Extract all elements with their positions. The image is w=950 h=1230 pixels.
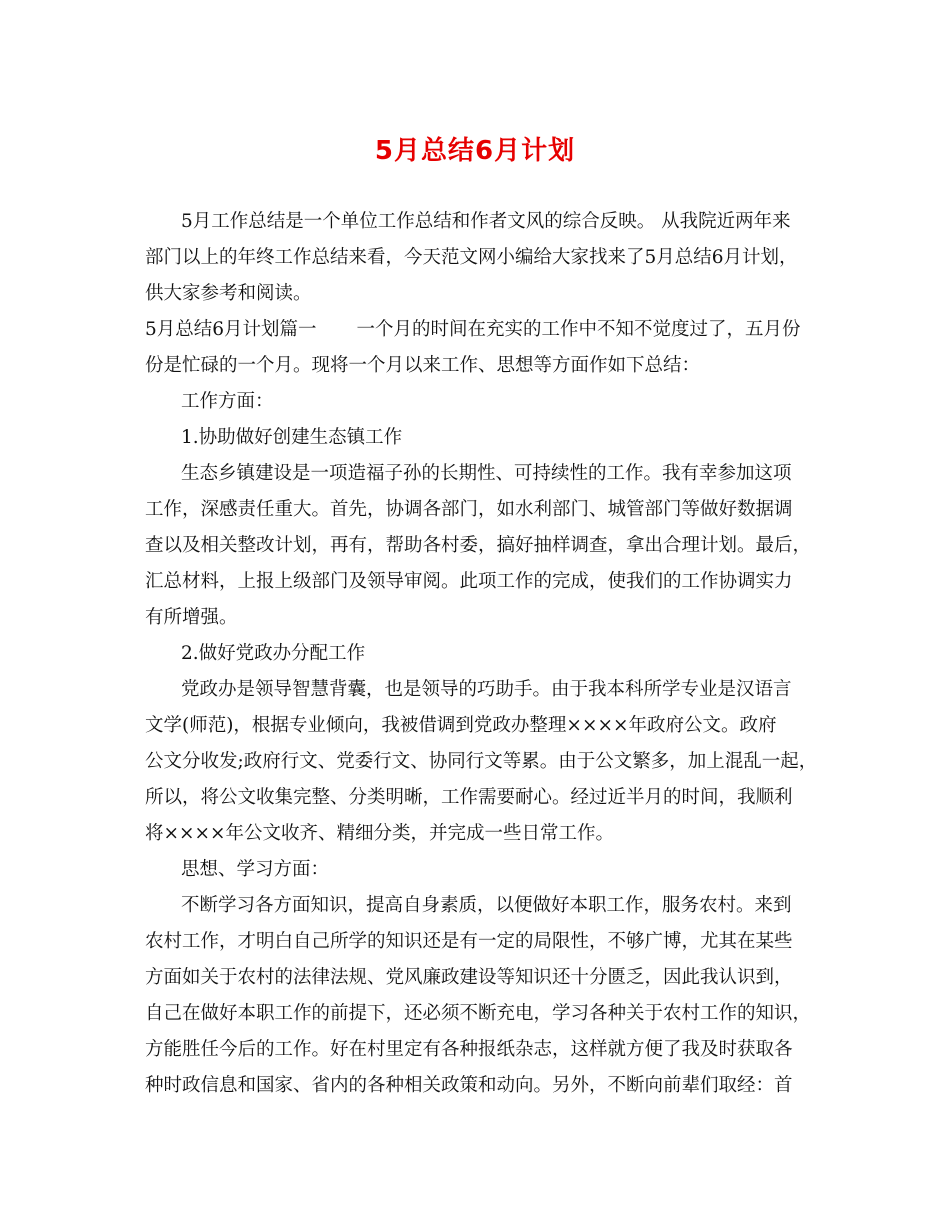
paragraph-line: 工作，深感责任重大。首先，协调各部门，如水利部门、城管部门等做好数据调: [145, 499, 793, 520]
section-heading: 思想、学习方面：: [181, 859, 330, 880]
paragraph-line: 份是忙碌的一个月。现将一个月以来工作、思想等方面作如下总结：: [145, 355, 701, 376]
paragraph-text: 一个月的时间在充实的工作中不知不觉度过了，五月份: [356, 319, 801, 340]
paragraph-line: 有所增强。: [145, 607, 238, 628]
paragraph-line: 5月工作总结是一个单位工作总结和作者文风的综合反映。 从我院近两年来: [181, 211, 791, 232]
paragraph-line: 方面如关于农村的法律法规、党风廉政建设等知识还十分匮乏，因此我认识到，: [145, 967, 793, 988]
paragraph-line: 种时政信息和国家、省内的各种相关政策和动向。另外，不断向前辈们取经：首: [145, 1075, 793, 1096]
paragraph-line: 所以，将公文收集完整、分类明晰，工作需要耐心。经过近半月的时间，我顺利: [145, 787, 793, 808]
document-title: 5月总结6月计划: [374, 136, 576, 166]
section-heading: 5月总结6月计划篇一: [145, 319, 317, 340]
paragraph-line: 部门以上的年终工作总结来看，今天范文网小编给大家找来了5月总结6月计划，: [145, 247, 798, 268]
paragraph-line: 生态乡镇建设是一项造福子孙的长期性、可持续性的工作。我有幸参加这项: [181, 463, 792, 484]
paragraph-line: 不断学习各方面知识，提高自身素质，以便做好本职工作，服务农村。来到: [181, 895, 792, 916]
paragraph-line: 党政办是领导智慧背囊，也是领导的巧助手。由于我本科所学专业是汉语言: [181, 679, 792, 700]
section-heading: 工作方面：: [181, 391, 274, 412]
paragraph-line: 农村工作，才明白自己所学的知识还是有一定的局限性，不够广博，尤其在某些: [145, 931, 793, 952]
subsection-heading: 2.做好党政办分配工作: [181, 643, 366, 664]
paragraph-line: 自己在做好本职工作的前提下，还必须不断充电，学习各种关于农村工作的知识，: [145, 1003, 812, 1024]
paragraph-line: 查以及相关整改计划，再有，帮助各村委，搞好抽样调查，拿出合理计划。最后，: [145, 535, 812, 556]
subsection-heading: 1.协助做好创建生态镇工作: [181, 427, 403, 448]
paragraph-line-with-heading: [145, 315, 801, 345]
paragraph-line: 将××××年公文收齐、精细分类，并完成一些日常工作。: [145, 823, 615, 844]
paragraph-line: 方能胜任今后的工作。好在村里定有各种报纸杂志，这样就方便了我及时获取各: [145, 1039, 793, 1060]
paragraph-line: 公文分收发;政府行文、党委行文、协同行文等累。由于公文繁多，加上混乱一起，: [145, 751, 818, 772]
paragraph-line: 汇总材料，上报上级部门及领导审阅。此项工作的完成，使我们的工作协调实力: [145, 571, 793, 592]
paragraph-line: 供大家参考和阅读。: [145, 283, 312, 304]
paragraph-line: 文学(师范)，根据专业倾向，我被借调到党政办整理××××年政府公文。政府: [145, 715, 777, 736]
